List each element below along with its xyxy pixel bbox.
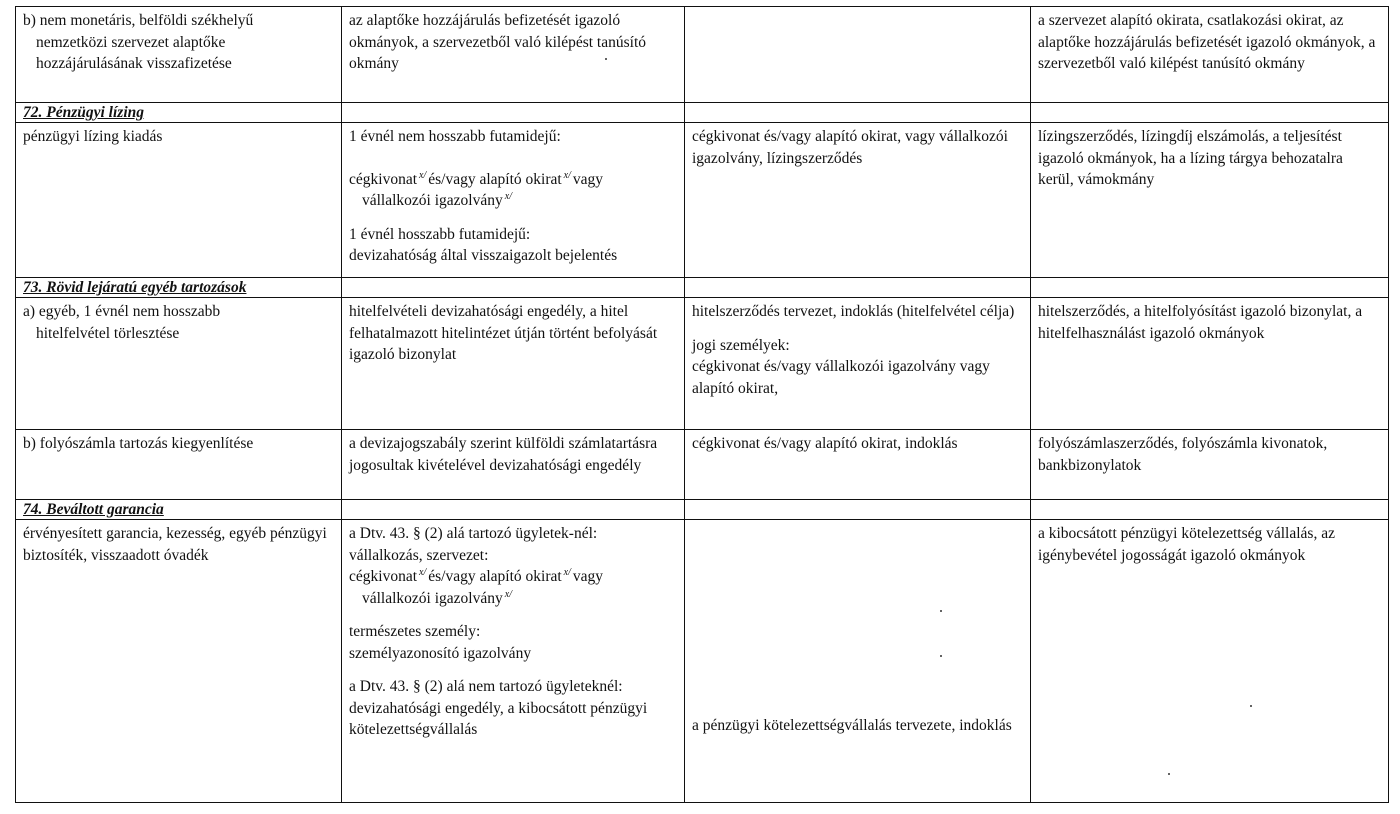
section-heading-row xyxy=(16,500,1389,520)
table-row xyxy=(16,298,1389,430)
table-row xyxy=(16,123,1389,278)
cell-documents xyxy=(342,520,685,803)
scan-speck xyxy=(1250,705,1252,707)
row-label-continued: hitelfelvétel törlesztése xyxy=(36,324,180,342)
footnote-mark: x/ xyxy=(504,191,512,202)
cell-documents: hitelfelvételi devizahatósági engedély, a hitel felhatalmazott hitelintézet útján történt befolyását igazoló bizonylat xyxy=(342,298,685,430)
footnote-mark: x/ xyxy=(419,169,427,181)
cell-supporting-docs: cégkivonat és/vagy alapító okirat, vagy vállalkozói igazolvány, lízingszerződés xyxy=(685,123,1031,278)
cell-transaction: érvényesített garancia, kezesség, egyéb pénzügyi biztosíték, visszaadott óvadék xyxy=(16,520,342,803)
doc-line: személyazonosító igazolvány xyxy=(349,644,532,662)
cell-verification-docs: folyószámlaszerződés, folyószámla kivonatok, bankbizonylatok xyxy=(1031,430,1389,500)
section-heading: 72. Pénzügyi lízing xyxy=(16,103,342,123)
doc-line: cégkivonat és/vagy vállalkozói igazolvány vagy alapító okirat, xyxy=(692,358,990,397)
cell-transaction: b) folyószámla tartozás kiegyenlítése xyxy=(16,430,342,500)
footnote-mark: x/ xyxy=(504,588,512,600)
requirements-table xyxy=(15,6,1389,803)
cell-transaction xyxy=(16,7,342,103)
row-label: b) nem monetáris, belföldi székhelyű xyxy=(23,12,254,29)
row-label-continued: nemzetközi szervezet alaptőke hozzájárulásának visszafizetése xyxy=(36,33,232,72)
cell-documents: az alaptőke hozzájárulás befizetését igazoló okmányok, a szervezetből való kilépést tanúsító okmány xyxy=(342,7,685,103)
section-heading-row xyxy=(16,103,1389,123)
doc-line: cégkivonat $^{x/}$ és/vagy alapító okirat $^{x/}$ vagy xyxy=(349,169,604,188)
doc-line: 1 évnél nem hosszabb futamidejű: xyxy=(349,128,561,145)
cell-verification-docs: a szervezet alapító okirata, csatlakozási okirat, az alaptőke hozzájárulás befizetését igazoló okmányok, a szervezetből való kilépést tanúsító okmány xyxy=(1031,7,1389,103)
table-row xyxy=(16,520,1389,803)
scan-speck xyxy=(940,655,942,657)
table-row xyxy=(16,7,1389,103)
cell-transaction: pénzügyi lízing kiadás xyxy=(16,123,342,278)
section-heading: 74. Beváltott garancia xyxy=(16,500,342,520)
footnote-mark: x/ xyxy=(563,567,571,578)
doc-line: hitelszerződés tervezet, indoklás (hitelfelvétel célja) xyxy=(692,303,1015,320)
cell-supporting-docs xyxy=(685,298,1031,430)
doc-line: a pénzügyi kötelezettségvállalás tervezete, indoklás xyxy=(692,717,1012,734)
doc-line: vállalkozói igazolvány $^{x/}$ xyxy=(362,588,512,607)
scan-speck xyxy=(940,610,942,612)
doc-line: devizahatóság által visszaigazolt bejelentés xyxy=(349,247,618,264)
doc-line: természetes személy: xyxy=(349,623,481,640)
row-label: a) egyéb, 1 évnél nem hosszabb xyxy=(23,303,221,320)
doc-line: jogi személyek: xyxy=(692,336,790,354)
cell-verification-docs: hitelszerződés, a hitelfolyósítást igazoló bizonylat, a hitelfelhasználást igazoló okmányok xyxy=(1031,298,1389,430)
doc-line: devizahatósági engedély, a kibocsátott pénzügyi kötelezettségvállalás xyxy=(349,699,648,738)
cell-documents xyxy=(342,123,685,278)
cell-documents: a devizajogszabály szerint külföldi számlatartásra jogosultak kivételével devizahatósági engedély xyxy=(342,430,685,500)
table-row xyxy=(16,430,1389,500)
doc-line: a Dtv. 43. § (2) alá nem tartozó ügyleteknél: xyxy=(349,678,623,695)
doc-line: cégkivonat $^{x/}$ és/vagy alapító okirat $^{x/}$ vagy xyxy=(349,567,604,585)
cell-supporting-docs xyxy=(685,520,1031,803)
cell-supporting-docs xyxy=(685,7,1031,103)
scan-speck xyxy=(1168,773,1170,775)
doc-line: vállalkozói igazolvány $^{x/}$ xyxy=(362,191,512,209)
section-heading-row xyxy=(16,278,1389,298)
cell-transaction xyxy=(16,298,342,430)
doc-line: a Dtv. 43. § (2) alá tartozó ügyletek-nél: xyxy=(349,525,598,542)
footnote-mark: x/ xyxy=(563,169,571,181)
section-heading: 73. Rövid lejáratú egyéb tartozások xyxy=(16,278,342,298)
doc-line: 1 évnél hosszabb futamidejű: xyxy=(349,225,531,243)
cell-verification-docs: a kibocsátott pénzügyi kötelezettség vállalás, az igénybevétel jogosságát igazoló okmányok xyxy=(1031,520,1389,803)
cell-supporting-docs: cégkivonat és/vagy alapító okirat, indoklás xyxy=(685,430,1031,500)
footnote-mark: x/ xyxy=(419,567,427,578)
scan-speck xyxy=(605,58,607,60)
cell-verification-docs: lízingszerződés, lízingdíj elszámolás, a teljesítést igazoló okmányok, ha a lízing tárgya behozatalra kerül, vámokmány xyxy=(1031,123,1389,278)
doc-line: vállalkozás, szervezet: xyxy=(349,546,489,564)
